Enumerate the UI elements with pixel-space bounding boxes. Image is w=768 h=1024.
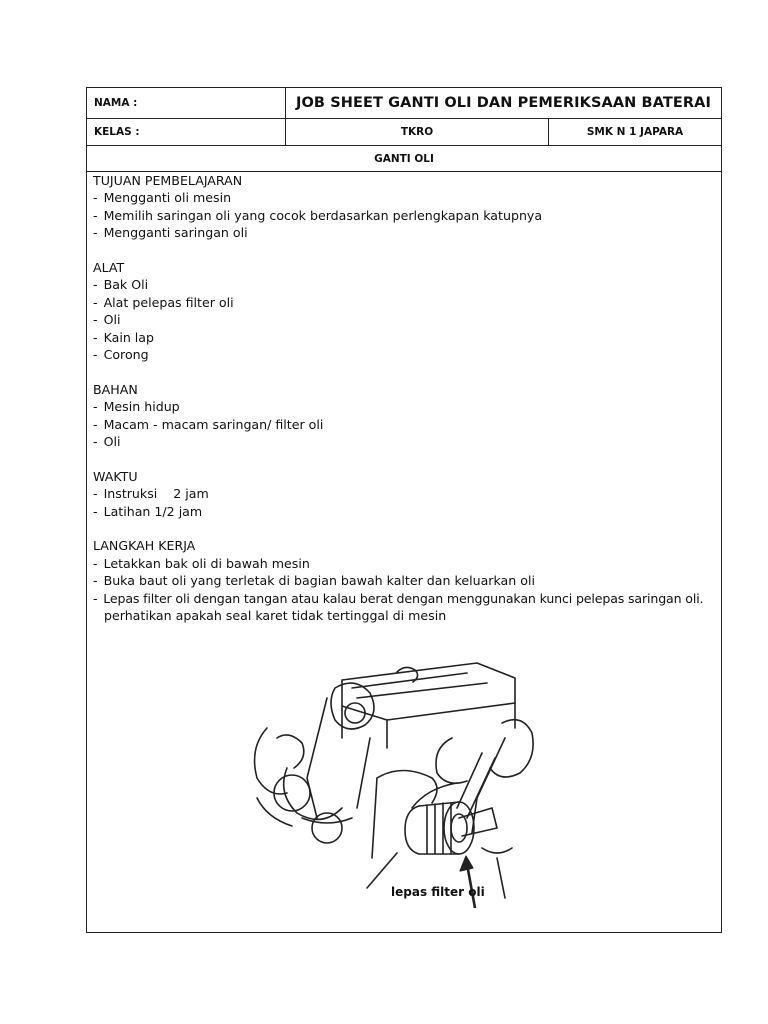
list-item: - Instruksi 2 jam [93, 485, 715, 502]
waktu-list [93, 485, 715, 520]
page-title: JOB SHEET GANTI OLI DAN PEMERIKSAAN BATERAI [285, 88, 721, 118]
list-item: - Macam - macam saringan/ filter oli [93, 416, 715, 433]
list-item: - Oli [93, 311, 715, 328]
list-item: - Mesin hidup [93, 398, 715, 415]
tujuan-list [93, 189, 715, 241]
program-cell: TKRO [285, 119, 548, 145]
list-item: - Memilih saringan oli yang cocok berdasarkan perlengkapan katupnya [93, 207, 715, 224]
list-item-continuation: perhatikan apakah seal karet tidak tertinggal di mesin [104, 608, 447, 624]
school-cell: SMK N 1 JAPARA [548, 119, 721, 145]
header-row-name [87, 88, 721, 119]
langkah-list [93, 555, 715, 625]
header-row-class [87, 119, 721, 146]
alat-heading: ALAT [93, 260, 125, 276]
kelas-label: KELAS : [94, 126, 140, 138]
list-item: - Kain lap [93, 329, 715, 346]
job-content [93, 172, 715, 625]
figure-caption: lepas filter oli [391, 885, 485, 899]
section-title: GANTI OLI [374, 152, 434, 165]
list-item: - Oli [93, 433, 715, 450]
section-row [87, 146, 721, 172]
list-item: - Mengganti oli mesin [93, 189, 715, 206]
tujuan-heading: TUJUAN PEMBELAJARAN [93, 173, 243, 188]
list-item: - Alat pelepas filter oli [93, 294, 715, 311]
list-item: - Buka baut oli yang terletak di bagian bawah kalter dan keluarkan oli [93, 572, 715, 589]
list-item: - Mengganti saringan oli [93, 224, 715, 241]
bahan-list [93, 398, 715, 450]
langkah-heading: LANGKAH KERJA [93, 538, 196, 554]
list-item: - Lepas filter oli dengan tangan atau kalau berat dengan menggunakan kunci pelepas saringan oli. [93, 590, 715, 607]
list-item: - Latihan 1/2 jam [93, 503, 715, 520]
engine-oil-filter-illustration-icon [247, 658, 547, 908]
list-item: - Letakkan bak oli di bawah mesin [93, 555, 715, 572]
job-sheet [86, 87, 722, 933]
bahan-heading: BAHAN [93, 381, 138, 397]
waktu-heading: WAKTU [93, 468, 138, 484]
nama-label: NAMA : [94, 97, 138, 109]
list-item: - Bak Oli [93, 276, 715, 293]
alat-list [93, 276, 715, 363]
list-item: - Corong [93, 346, 715, 363]
